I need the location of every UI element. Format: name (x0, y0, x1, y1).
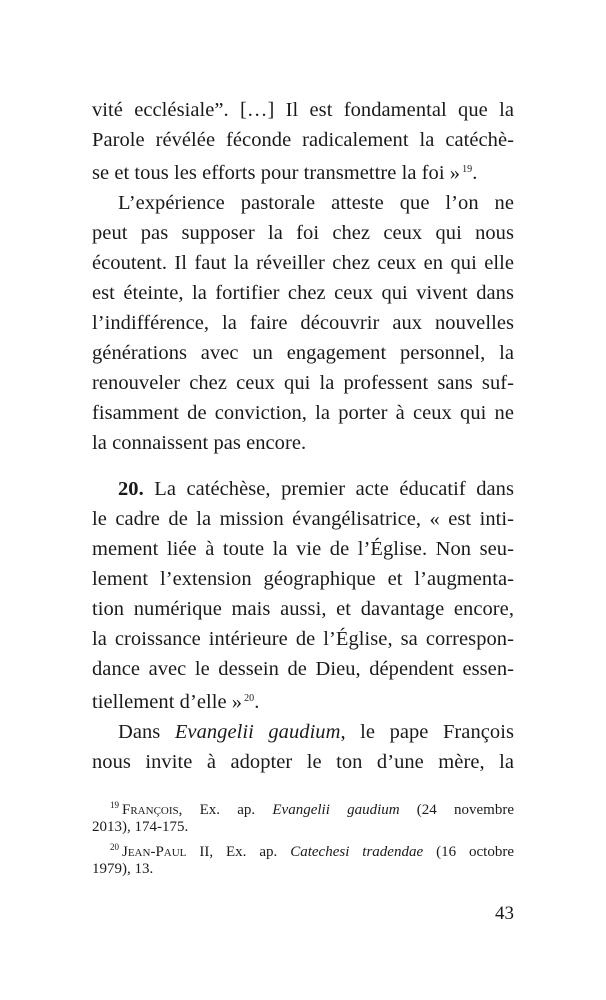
text-segment: . (254, 691, 260, 713)
text-line: la croissance intérieure de l’Église, sa correspon- (92, 628, 514, 650)
text-line: nous invite à adopter le ton d’une mère, la (92, 751, 514, 773)
footnote-author: Jean-Paul II (122, 844, 210, 860)
text-line (118, 474, 514, 504)
text-segment: (16 octobre (423, 844, 514, 860)
text-line: mement liée à toute la vie de l’Église. Non seu- (92, 538, 514, 560)
text-line (118, 717, 514, 747)
text-line: tion numérique mais aussi, et davantage encore, (92, 598, 514, 620)
text-line: lement l’extension géographique et l’augmenta- (92, 568, 514, 590)
footnote-number: 20 (110, 842, 119, 852)
text-segment: . (472, 162, 478, 184)
text-line: vité ecclésiale”. […] Il est fondamental que la (92, 99, 514, 121)
text-line: peut pas supposer la foi chez ceux qui nous (92, 222, 514, 244)
italic-title: Evangelii gaudium (174, 721, 341, 743)
footnote-ref-19[interactable]: 19 (462, 164, 473, 175)
footnote-title: Evangelii gaudium (272, 802, 400, 818)
page-number: 43 (495, 903, 514, 924)
footnote-title: Catechesi tradendae (290, 844, 424, 860)
text-line: L’expérience pastorale atteste que l’on ne (118, 192, 514, 214)
text-segment: Dans (118, 721, 175, 743)
text-segment: , le pape François (340, 721, 514, 743)
text-line (92, 684, 514, 717)
footnote-19-cont: 2013), 174-175. (92, 819, 189, 835)
text-segment: La catéchèse, premier acte éducatif dans (143, 478, 514, 500)
text-segment: tiellement d’elle » (92, 691, 243, 713)
text-line: générations avec un engagement personnel, la (92, 342, 514, 364)
section-number: 20. (118, 478, 144, 500)
text-line: écoutent. Il faut la réveiller chez ceux en qui elle (92, 252, 514, 274)
text-segment: (24 novembre (399, 802, 514, 818)
footnote-number: 19 (110, 800, 119, 810)
text-line: Parole révélée féconde radicalement la catéchè- (92, 129, 514, 151)
text-line: est éteinte, la fortifier chez ceux qui vivent dans (92, 282, 514, 304)
text-segment: , Ex. ap. (178, 802, 273, 818)
text-line (92, 155, 514, 188)
footnote-author: François (122, 802, 179, 818)
footnote-20-cont: 1979), 13. (92, 861, 154, 877)
text-segment: se et tous les efforts pour transmettre la foi » (92, 162, 461, 184)
text-line: le cadre de la mission évangélisatrice, « est inti- (92, 508, 514, 530)
text-segment: , Ex. ap. (209, 844, 291, 860)
text-line: la connaissent pas encore. (92, 432, 307, 454)
footnote-ref-20[interactable]: 20 (244, 693, 255, 704)
text-line: fisamment de conviction, la porter à ceux qui ne (92, 402, 514, 424)
text-line: dance avec le dessein de Dieu, dépendent essen- (92, 658, 514, 680)
text-line: l’indifférence, la faire découvrir aux nouvelles (92, 312, 514, 334)
text-line: renouveler chez ceux qui la professent sans suf- (92, 372, 514, 394)
